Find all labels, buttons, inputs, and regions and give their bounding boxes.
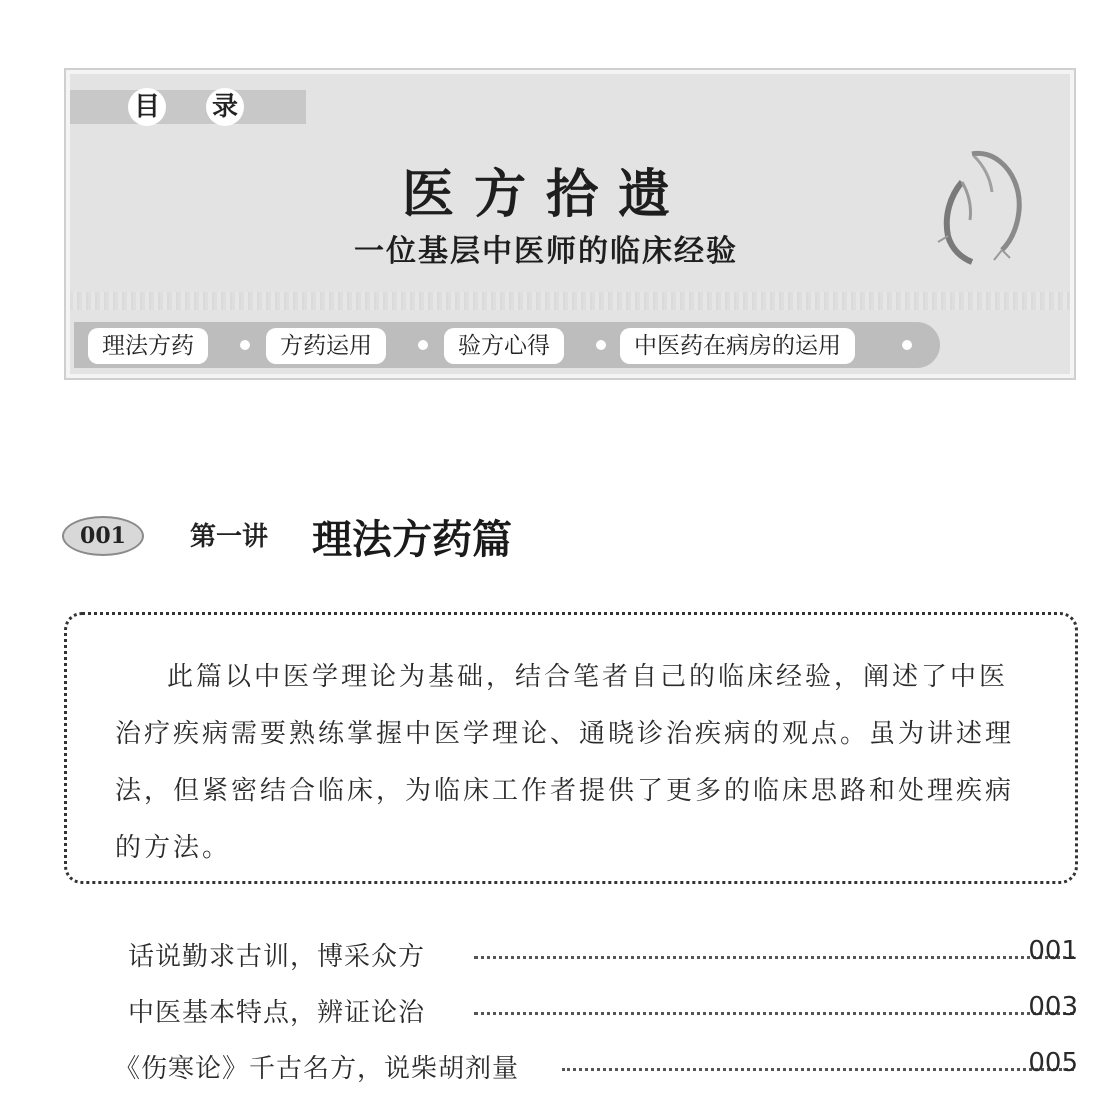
toc-leader-dots xyxy=(474,1012,1074,1015)
separator-dot xyxy=(418,340,428,350)
toc-entry xyxy=(0,930,1108,970)
toc-entry-page: 001 xyxy=(1028,936,1078,966)
separator-dot xyxy=(240,340,250,350)
toc-entry xyxy=(0,1042,1108,1082)
toc-leader-dots xyxy=(562,1068,1074,1071)
section-tab-4: 中医药在病房的运用 xyxy=(620,328,855,364)
chapter-title: 理法方药篇 xyxy=(312,516,512,563)
toc-leader-dots xyxy=(474,956,1074,959)
toc-entry-title: 《伤寒论》千古名方，说柴胡剂量 xyxy=(114,1054,520,1084)
chapter-summary-text: 此篇以中医学理论为基础，结合笔者自己的临床经验，阐述了中医治疗疾病需要熟练掌握中医学理论、通晓诊治疾病的观点。虽为讲述理法，但紧密结合临床，为临床工作者提供了更多的临床思路和处理疾病的方法。 xyxy=(115,662,1015,863)
section-tab-2: 方药运用 xyxy=(266,328,386,364)
toc-entry-title: 话说勤求古训，博采众方 xyxy=(128,942,426,972)
separator-dot xyxy=(596,340,606,350)
book-subtitle: 一位基层中医师的临床经验 xyxy=(354,234,738,269)
toc-entry-page: 005 xyxy=(1028,1048,1078,1078)
toc-strip xyxy=(70,90,306,124)
toc-char-2: 录 xyxy=(206,88,244,126)
separator-dot xyxy=(902,340,912,350)
chapter-number-badge: 001 xyxy=(62,516,144,556)
book-banner xyxy=(64,68,1076,380)
toc-entry-page: 003 xyxy=(1028,992,1078,1022)
toc-entry-title: 中医基本特点，辨证论治 xyxy=(128,998,426,1028)
section-tab-1: 理法方药 xyxy=(88,328,208,364)
book-title: 医方拾遗 xyxy=(401,164,690,225)
section-tab-3: 验方心得 xyxy=(444,328,564,364)
banner-texture xyxy=(70,292,1070,310)
toc-char-1: 目 xyxy=(128,88,166,126)
toc-entry xyxy=(0,986,1108,1026)
chapter-summary-box xyxy=(64,612,1078,884)
section-tab-bar xyxy=(74,322,940,368)
chapter-lecture-label: 第一讲 xyxy=(190,522,269,552)
ginseng-illustration xyxy=(932,146,1028,266)
